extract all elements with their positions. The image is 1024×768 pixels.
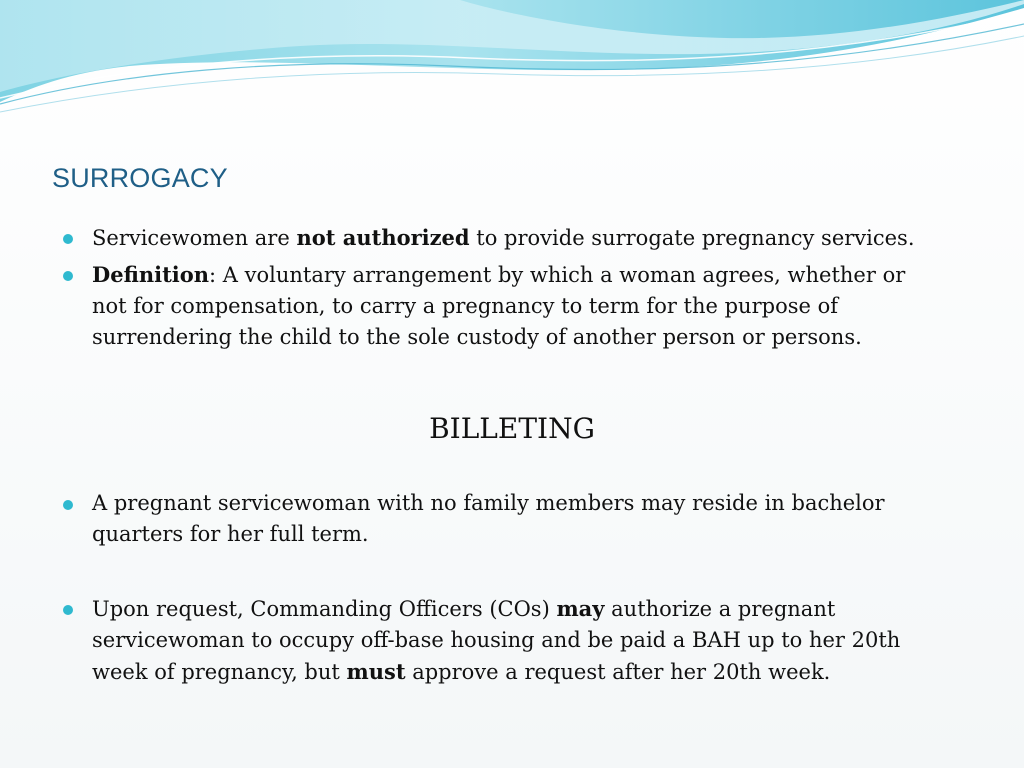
surrogacy-bullet-list [0,222,1024,358]
bullet-not-authorized [0,222,1024,254]
bullet-text-pre: Upon request, Commanding Officers (COs) [92,597,557,621]
bullet-off-base-housing [0,593,1024,688]
bullet-text-post: to provide surrogate pregnancy services. [469,226,915,250]
bullet-text-bold-may: may [556,596,605,621]
bullet-text-bold: not authorized [296,225,470,250]
bullet-dot-icon [63,500,73,510]
bullet-dot-icon [63,605,73,615]
bullet-text: A pregnant servicewoman with no family members may reside in bachelor quarters for her full term. [92,491,885,546]
bullet-dot-icon [63,271,73,281]
billeting-bullet-list [0,488,1024,731]
bullet-text-bold-must: must [346,659,406,684]
bullet-text-post: approve a request after her 20th week. [405,660,831,684]
bullet-dot-icon [63,234,73,244]
bullet-text-mid: authorize a pregnant servicewoman to occupy off-base housing and be paid a BAH up to her 20th week of pregnancy, but [92,597,901,684]
definition-text: : A voluntary arrangement by which a woman agrees, whether or not for compensation, to carry a pregnancy to term for the purpose of surrendering the child to the sole custody of another person or persons. [92,263,906,349]
slide-title: SURROGACY [52,163,228,193]
bullet-definition [0,259,1024,353]
decorative-wave-header [0,0,1024,120]
section-heading-billeting: BILLETING [429,412,595,445]
definition-label: Definition [92,262,210,287]
bullet-bachelor-quarters [0,488,1024,550]
bullet-text-pre: Servicewomen are [92,226,297,250]
